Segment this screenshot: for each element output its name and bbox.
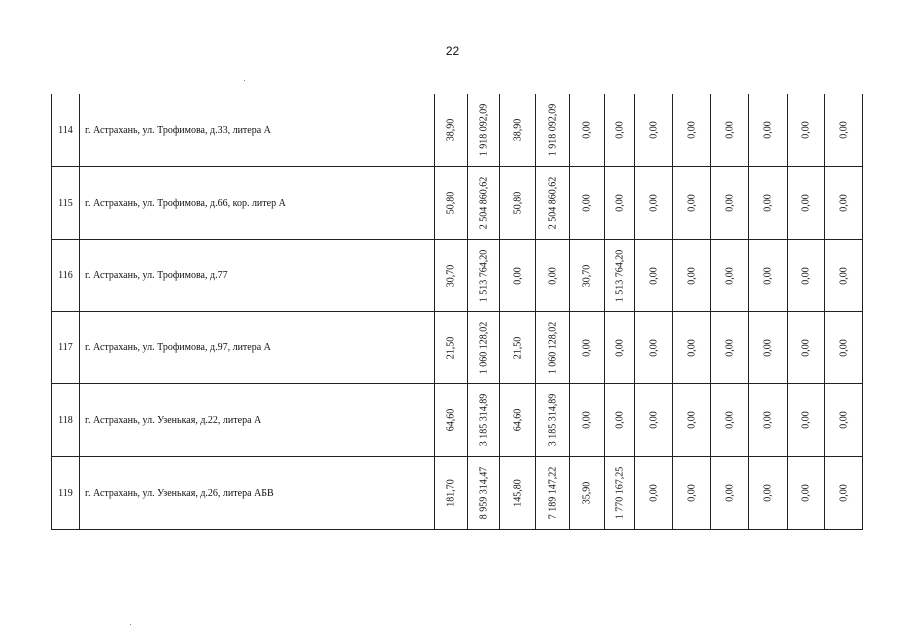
value-cell — [605, 167, 635, 240]
value-cell — [468, 167, 500, 240]
value-text: 1 918 092,09 — [478, 103, 489, 157]
table-row — [52, 457, 863, 530]
value-cell — [673, 384, 711, 457]
value-cell — [825, 312, 863, 384]
value-text: 50,80 — [445, 191, 457, 215]
value-text: 21,50 — [445, 336, 457, 359]
value-cell — [570, 312, 605, 384]
value-cell — [673, 240, 711, 312]
value-cell — [500, 240, 536, 312]
value-cell — [536, 384, 570, 457]
value-cell — [468, 312, 500, 384]
value-cell — [825, 240, 863, 312]
value-cell — [711, 167, 749, 240]
value-cell — [435, 167, 468, 240]
value-cell — [500, 167, 536, 240]
value-text: 0,00 — [762, 411, 774, 429]
value-cell — [825, 94, 863, 167]
value-text: 0,00 — [762, 194, 774, 212]
value-text: 0,00 — [838, 194, 849, 212]
value-cell — [435, 240, 468, 312]
value-text: 0,00 — [648, 121, 659, 139]
value-text: 1 513 764,20 — [614, 249, 625, 302]
value-text: 0,00 — [724, 411, 735, 429]
value-text: 2 504 860,62 — [547, 176, 558, 230]
value-cell — [605, 457, 635, 530]
value-cell — [435, 384, 468, 457]
value-text: 0,00 — [838, 484, 849, 502]
value-text: 1 060 128,02 — [478, 321, 489, 374]
value-text: 0,00 — [614, 121, 625, 139]
value-text: 30,70 — [445, 264, 457, 287]
value-text: 0,00 — [648, 266, 659, 285]
value-cell — [673, 94, 711, 167]
value-text: 2 504 860,62 — [478, 176, 489, 230]
value-cell — [570, 94, 605, 167]
value-text: 0,00 — [512, 266, 523, 285]
value-cell — [635, 240, 673, 312]
value-cell — [500, 384, 536, 457]
value-cell — [749, 384, 788, 457]
value-text: 0,00 — [724, 194, 735, 212]
value-cell — [788, 384, 825, 457]
value-cell — [635, 312, 673, 384]
value-cell — [673, 312, 711, 384]
value-cell — [605, 384, 635, 457]
value-cell — [825, 167, 863, 240]
value-text: 0,00 — [724, 338, 735, 357]
table-row — [52, 384, 863, 457]
value-text: 0,00 — [581, 338, 593, 357]
address-cell: г. Астрахань, ул. Трофимова, д.66, кор. литер А — [80, 167, 435, 240]
value-text: 0,00 — [614, 338, 625, 357]
row-number: 116 — [52, 240, 80, 312]
value-text: 30,70 — [581, 264, 593, 287]
value-cell — [435, 94, 468, 167]
value-cell — [536, 312, 570, 384]
value-cell — [536, 457, 570, 530]
value-cell — [711, 94, 749, 167]
value-cell — [635, 167, 673, 240]
value-text: 0,00 — [686, 338, 697, 357]
value-text: 0,00 — [800, 194, 812, 212]
value-cell — [673, 457, 711, 530]
value-cell — [749, 167, 788, 240]
table-row — [52, 94, 863, 167]
value-text: 0,00 — [581, 411, 593, 429]
value-cell — [570, 167, 605, 240]
value-cell — [635, 94, 673, 167]
value-cell — [500, 457, 536, 530]
value-text: 38,90 — [512, 118, 523, 142]
table-row — [52, 167, 863, 240]
row-number: 117 — [52, 312, 80, 384]
value-text: 181,70 — [445, 479, 457, 507]
address-cell: г. Астрахань, ул. Узенькая, д.22, литера А — [80, 384, 435, 457]
value-text: 0,00 — [648, 338, 659, 357]
value-cell — [570, 240, 605, 312]
value-cell — [468, 457, 500, 530]
value-cell — [500, 94, 536, 167]
address-cell: г. Астрахань, ул. Трофимова, д.77 — [80, 240, 435, 312]
value-text: 0,00 — [648, 484, 659, 502]
value-cell — [468, 94, 500, 167]
value-text: 0,00 — [686, 411, 697, 429]
value-text: 0,00 — [800, 121, 812, 139]
value-cell — [749, 94, 788, 167]
value-cell — [536, 240, 570, 312]
value-text: 1 060 128,02 — [547, 321, 558, 374]
value-text: 3 185 314,89 — [547, 393, 558, 447]
value-cell — [605, 94, 635, 167]
value-cell — [825, 457, 863, 530]
value-text: 0,00 — [800, 338, 812, 357]
table-row — [52, 240, 863, 312]
value-text: 8 959 314,47 — [478, 466, 489, 520]
housing-registry-table — [51, 94, 863, 530]
value-cell — [605, 312, 635, 384]
value-cell — [749, 312, 788, 384]
value-text: 0,00 — [838, 338, 849, 357]
value-cell — [749, 240, 788, 312]
value-cell — [605, 240, 635, 312]
value-text: 145,80 — [512, 479, 523, 507]
value-cell — [788, 457, 825, 530]
row-number: 119 — [52, 457, 80, 530]
value-cell — [570, 384, 605, 457]
value-cell — [711, 384, 749, 457]
value-text: 21,50 — [512, 336, 523, 359]
value-cell — [500, 312, 536, 384]
value-text: 0,00 — [838, 266, 849, 285]
value-cell — [435, 457, 468, 530]
value-text: 0,00 — [686, 266, 697, 285]
value-cell — [788, 167, 825, 240]
value-text: 1 918 092,09 — [547, 103, 558, 157]
scan-speck — [244, 80, 245, 81]
value-cell — [788, 240, 825, 312]
value-cell — [788, 312, 825, 384]
value-cell — [570, 457, 605, 530]
row-number: 114 — [52, 94, 80, 167]
value-text: 0,00 — [724, 266, 735, 285]
value-text: 0,00 — [800, 266, 812, 285]
value-text: 1 770 167,25 — [614, 466, 625, 520]
value-text: 0,00 — [581, 121, 593, 139]
value-text: 0,00 — [724, 121, 735, 139]
scan-speck — [130, 624, 131, 625]
value-text: 64,60 — [512, 408, 523, 432]
value-text: 0,00 — [838, 121, 849, 139]
row-number: 115 — [52, 167, 80, 240]
value-text: 0,00 — [614, 411, 625, 429]
value-text: 1 513 764,20 — [478, 249, 489, 302]
value-text: 0,00 — [762, 121, 774, 139]
value-text: 0,00 — [762, 484, 774, 502]
value-cell — [536, 167, 570, 240]
row-number: 118 — [52, 384, 80, 457]
value-text: 3 185 314,89 — [478, 393, 489, 447]
value-cell — [825, 384, 863, 457]
value-text: 0,00 — [648, 194, 659, 212]
value-text: 35,90 — [581, 481, 593, 505]
value-cell — [468, 384, 500, 457]
value-text: 50,80 — [512, 191, 523, 215]
value-cell — [749, 457, 788, 530]
value-text: 0,00 — [686, 121, 697, 139]
value-cell — [635, 384, 673, 457]
value-text: 0,00 — [762, 266, 774, 285]
value-cell — [435, 312, 468, 384]
value-cell — [536, 94, 570, 167]
value-cell — [788, 94, 825, 167]
value-cell — [635, 457, 673, 530]
value-text: 0,00 — [800, 411, 812, 429]
address-cell: г. Астрахань, ул. Трофимова, д.97, литера А — [80, 312, 435, 384]
address-cell: г. Астрахань, ул. Узенькая, д.26, литера АБВ — [80, 457, 435, 530]
value-cell — [711, 457, 749, 530]
value-cell — [711, 312, 749, 384]
registry-body — [52, 94, 863, 530]
value-text: 64,60 — [445, 408, 457, 432]
value-cell — [468, 240, 500, 312]
value-text: 0,00 — [547, 266, 558, 285]
value-cell — [673, 167, 711, 240]
value-text: 7 189 147,22 — [547, 466, 558, 520]
value-text: 0,00 — [686, 194, 697, 212]
value-text: 0,00 — [838, 411, 849, 429]
value-text: 0,00 — [686, 484, 697, 502]
value-cell — [711, 240, 749, 312]
value-text: 0,00 — [648, 411, 659, 429]
value-text: 0,00 — [800, 484, 812, 502]
value-text: 0,00 — [762, 338, 774, 357]
page-number: 22 — [445, 44, 460, 58]
value-text: 38,90 — [445, 118, 457, 142]
address-cell: г. Астрахань, ул. Трофимова, д.33, литера А — [80, 94, 435, 167]
value-text: 0,00 — [581, 194, 593, 212]
value-text: 0,00 — [614, 194, 625, 212]
value-text: 0,00 — [724, 484, 735, 502]
table-row — [52, 312, 863, 384]
